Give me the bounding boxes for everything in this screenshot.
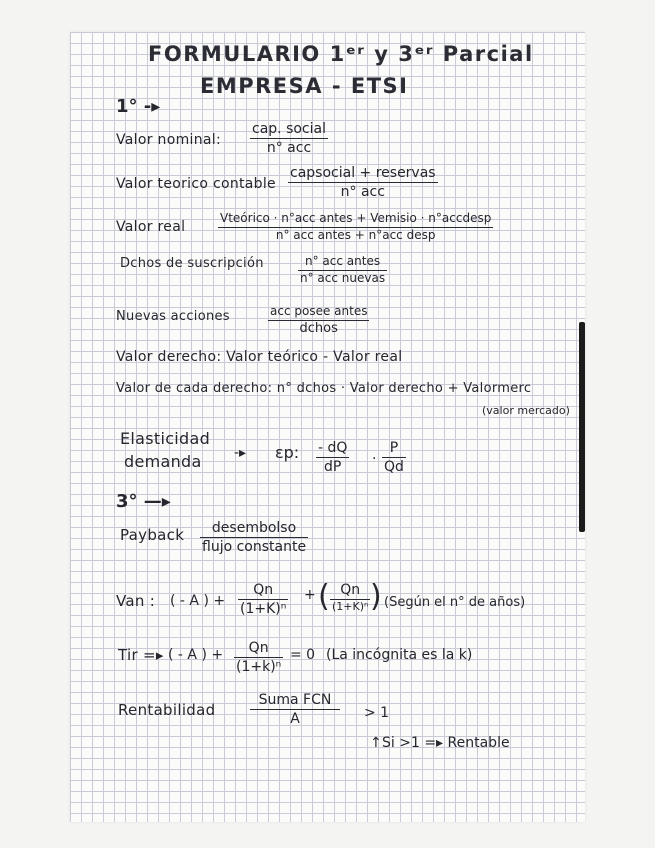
rentabilidad-denominator: A bbox=[290, 711, 300, 728]
tir-frac bbox=[234, 640, 283, 676]
payback-label: Payback bbox=[120, 526, 185, 544]
elasticidad-frac-2-denominator: Qd bbox=[384, 459, 404, 476]
tir-initial-term: ( - A ) + bbox=[168, 647, 224, 663]
elasticidad-label-line1: Elasticidad bbox=[120, 429, 211, 448]
valor-teorico-numerator: capsocial + reservas bbox=[290, 165, 436, 181]
dchos-suscripcion-label: Dchos de suscripción bbox=[120, 256, 264, 271]
van-frac-1-numerator: Qn bbox=[253, 582, 274, 598]
payback-formula bbox=[200, 520, 308, 556]
valor-teorico-denominator: n° acc bbox=[340, 184, 385, 201]
page-title-line2: EMPRESA - ETSI bbox=[200, 74, 409, 98]
nuevas-acciones-numerator: acc posee antes bbox=[270, 304, 368, 318]
valor-teorico-formula bbox=[288, 165, 438, 201]
valor-real-label: Valor real bbox=[116, 219, 186, 235]
van-note: (Según el n° de años) bbox=[384, 595, 526, 610]
valor-nominal-formula bbox=[250, 121, 328, 157]
valor-nominal-label: Valor nominal: bbox=[116, 132, 221, 148]
dchos-suscripcion-formula bbox=[298, 255, 387, 286]
fraction-bar bbox=[234, 657, 283, 658]
section-1-heading: 1° -▸ bbox=[116, 96, 161, 117]
fraction-bar bbox=[288, 182, 438, 183]
rentabilidad-numerator: Suma FCN bbox=[258, 692, 332, 708]
valor-real-formula bbox=[218, 212, 493, 243]
payback-numerator: desembolso bbox=[211, 520, 297, 536]
elasticidad-frac-2-numerator: P bbox=[389, 440, 399, 456]
van-initial-term: ( - A ) + bbox=[170, 593, 226, 609]
tir-frac-numerator: Qn bbox=[248, 640, 269, 656]
valor-nominal-denominator: n° acc bbox=[266, 140, 312, 157]
elasticidad-frac-1 bbox=[316, 440, 349, 476]
rentabilidad-label: Rentabilidad bbox=[118, 701, 216, 719]
nuevas-acciones-label: Nuevas acciones bbox=[116, 309, 230, 324]
tir-equals-zero: = 0 bbox=[290, 647, 316, 663]
tir-note: (La incógnita es la k) bbox=[326, 647, 473, 663]
elasticidad-frac-1-denominator: dP bbox=[324, 459, 342, 476]
rentabilidad-comparison: > 1 bbox=[364, 705, 390, 721]
page-title-line1: FORMULARIO 1ᵉʳ y 3ᵉʳ Parcial bbox=[148, 42, 534, 66]
fraction-bar bbox=[382, 457, 406, 458]
valor-nominal-numerator: cap. social bbox=[252, 121, 326, 137]
elasticidad-label-line2: demanda bbox=[124, 452, 202, 471]
elasticidad-symbol: εp: bbox=[275, 443, 300, 462]
fraction-bar bbox=[200, 537, 308, 538]
section-3-heading: 3° —▸ bbox=[116, 491, 171, 512]
elasticidad-arrow: -▸ bbox=[234, 445, 247, 461]
rentabilidad-note: Si >1 =▸ Rentable bbox=[382, 735, 510, 751]
fraction-bar bbox=[250, 709, 340, 710]
fraction-bar bbox=[250, 138, 328, 139]
van-plus: + bbox=[304, 587, 316, 603]
elasticidad-dot: · bbox=[372, 451, 377, 467]
dchos-suscripcion-denominator: n° acc nuevas bbox=[300, 271, 386, 286]
payback-denominator: flujo constante bbox=[202, 539, 307, 556]
tir-label: Tir =▸ bbox=[118, 646, 164, 664]
nuevas-acciones-formula bbox=[268, 305, 369, 337]
dchos-suscripcion-numerator: n° acc antes bbox=[305, 254, 381, 268]
fraction-bar bbox=[316, 457, 349, 458]
rentabilidad-note-arrow-icon: ↑ bbox=[370, 735, 382, 751]
elasticidad-frac-1-numerator: - dQ bbox=[318, 440, 348, 456]
rentabilidad-formula bbox=[250, 692, 340, 728]
van-frac-2-numerator: Qn bbox=[340, 582, 361, 598]
van-paren-open: ( bbox=[318, 579, 330, 614]
valor-teorico-label: Valor teorico contable bbox=[116, 176, 276, 192]
valor-real-numerator: Vteórico · n°acc antes + Vemisio · n°accdesp bbox=[220, 211, 492, 225]
tir-frac-denominator: (1+k)ⁿ bbox=[236, 659, 282, 676]
valor-mercado-note: (valor mercado) bbox=[482, 404, 570, 417]
fraction-bar bbox=[238, 599, 288, 600]
van-frac-2 bbox=[330, 582, 370, 614]
valor-derecho-formula: Valor derecho: Valor teórico - Valor real bbox=[116, 349, 403, 365]
van-paren-close: ) bbox=[370, 579, 382, 614]
nuevas-acciones-denominator: dchos bbox=[299, 321, 338, 337]
van-frac-2-denominator: (1+K)ⁿ bbox=[332, 600, 369, 614]
van-frac-1 bbox=[238, 582, 288, 618]
valor-cada-derecho-formula: Valor de cada derecho: n° dchos · Valor derecho + Valormerc bbox=[116, 381, 532, 396]
binder-clip bbox=[579, 322, 585, 532]
van-frac-1-denominator: (1+K)ⁿ bbox=[240, 601, 287, 618]
valor-real-denominator: n° acc antes + n°acc desp bbox=[275, 228, 436, 243]
elasticidad-frac-2 bbox=[382, 440, 406, 476]
van-label: Van : bbox=[116, 592, 156, 610]
